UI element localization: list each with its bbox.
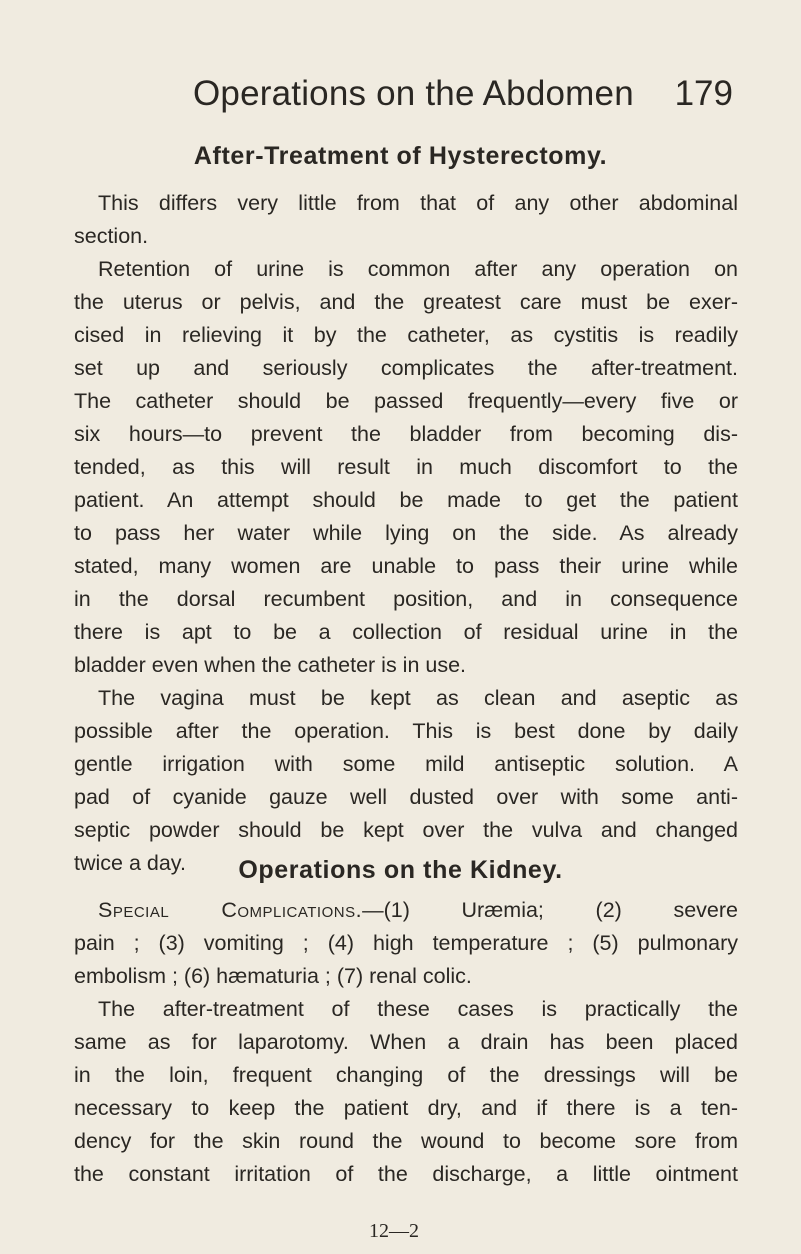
section-heading-kidney: Operations on the Kidney.	[238, 856, 563, 884]
text-line	[74, 894, 738, 927]
text-line: in the dorsal recumbent position, and in consequence	[74, 587, 738, 611]
signature-mark: 12—2	[369, 1220, 419, 1242]
text-line: This differs very little from that of any other abdominal	[98, 191, 738, 215]
text-line: Retention of urine is common after any operation on	[98, 257, 738, 281]
text-line: six hours—to prevent the bladder from becoming dis-	[74, 422, 738, 446]
text-line: stated, many women are unable to pass their urine while	[74, 554, 738, 578]
text-line: The catheter should be passed frequently—every five or	[74, 389, 738, 413]
text-line: to pass her water while lying on the side. As already	[74, 521, 738, 545]
page-number: 179	[674, 74, 733, 113]
text-line: the uterus or pelvis, and the greatest care must be exer-	[74, 290, 738, 314]
text-line: The after-treatment of these cases is practically the	[98, 997, 738, 1021]
text-line: patient. An attempt should be made to get the patient	[74, 488, 738, 512]
text-line: pain ; (3) vomiting ; (4) high temperature ; (5) pulmonary	[74, 931, 738, 955]
text-line: septic powder should be kept over the vulva and changed	[74, 818, 738, 842]
section-body-kidney	[74, 894, 738, 1191]
text-line: The vagina must be kept as clean and aseptic as	[98, 686, 738, 710]
text-line: necessary to keep the patient dry, and if there is a ten-	[74, 1096, 738, 1120]
text-line: dency for the skin round the wound to become sore from	[74, 1129, 738, 1153]
text-line: there is apt to be a collection of residual urine in the	[74, 620, 738, 644]
text-line: tended, as this will result in much discomfort to the	[74, 455, 738, 479]
text-line: bladder even when the catheter is in use.	[74, 653, 467, 677]
text-line: the constant irritation of the discharge, a little ointment	[74, 1162, 738, 1186]
section-body-hysterectomy	[74, 187, 738, 880]
text-line: set up and seriously complicates the after-treatment.	[74, 356, 738, 380]
text-line: same as for laparotomy. When a drain has been placed	[74, 1030, 738, 1054]
text-line: cised in relieving it by the catheter, as cystitis is readily	[74, 323, 738, 347]
text-line: possible after the operation. This is best done by daily	[74, 719, 738, 743]
running-title: Operations on the Abdomen	[193, 74, 634, 113]
text-line: in the loin, frequent changing of the dressings will be	[74, 1063, 738, 1087]
lead-in-smallcaps: Special Complications.	[98, 898, 363, 922]
text-line: embolism ; (6) hæmaturia ; (7) renal colic.	[74, 964, 472, 988]
text-line: gentle irrigation with some mild antiseptic solution. A	[74, 752, 738, 776]
text-line: section.	[74, 224, 149, 248]
text-line: pad of cyanide gauze well dusted over with some anti-	[74, 785, 738, 809]
section-heading-hysterectomy: After-Treatment of Hysterectomy.	[193, 142, 608, 170]
text-line: twice a day.	[74, 851, 186, 875]
running-head	[193, 74, 733, 124]
lead-in-continuation: —(1) Uræmia; (2) severe	[362, 898, 738, 922]
